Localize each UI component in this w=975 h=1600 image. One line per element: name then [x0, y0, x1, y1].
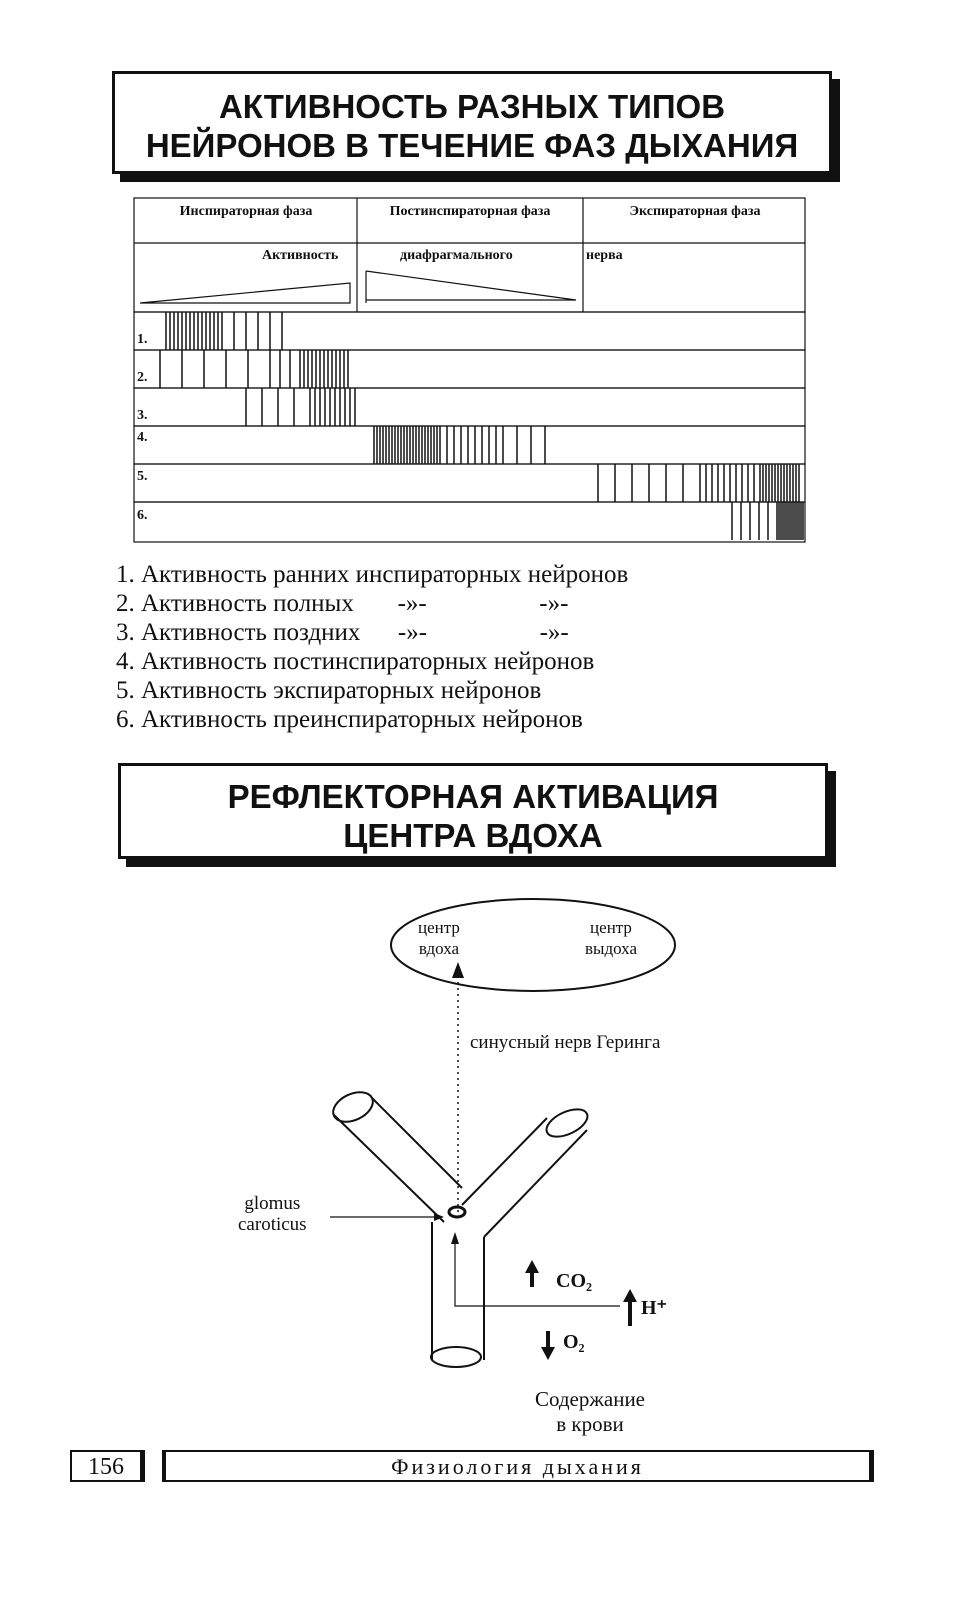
legend-item-2: 2. Активность полных -»- -»- — [116, 590, 569, 617]
right-branch-end — [542, 1104, 591, 1143]
title-line-1: АКТИВНОСТЬ РАЗНЫХ ТИПОВ — [218, 88, 726, 125]
row-label-3: 3. — [137, 408, 148, 423]
blood-line-2: в крови — [556, 1412, 624, 1436]
row-label-4: 4. — [137, 430, 148, 445]
legend-item-1: 1. Активность ранних инспираторных нейронов — [116, 561, 629, 588]
glomus-line-2: caroticus — [238, 1214, 307, 1235]
title-line-2: НЕЙРОНОВ В ТЕЧЕНИЕ ФАЗ ДЫХАНИЯ — [145, 126, 799, 164]
phase-header-postinspiratory: Постинспираторная фаза — [389, 204, 551, 219]
row-label-1: 1. — [137, 332, 148, 347]
o2-label: O₂ — [563, 1331, 585, 1353]
legend-item-6: 6. Активность преинспираторных нейронов — [116, 706, 583, 733]
legend-item-5: 5. Активность экспираторных нейронов — [116, 677, 542, 704]
phase-header-expiratory: Экспираторная фаза — [629, 204, 761, 219]
title2-line-1: РЕФЛЕКТОРНАЯ АКТИВАЦИЯ — [227, 778, 719, 815]
center-inhale-line-2: вдоха — [418, 939, 460, 958]
nerve-arrow-icon — [452, 962, 464, 978]
phase-header-inspiratory: Инспираторная фаза — [179, 204, 313, 219]
trunk-end — [431, 1347, 481, 1367]
title2-line-2: ЦЕНТРА ВДОХА — [343, 816, 603, 854]
glomus-line-1: glomus — [244, 1193, 301, 1214]
center-exhale-label — [585, 917, 637, 959]
nerve-caption-1: Активность — [262, 248, 339, 263]
signal-arrow-icon — [451, 1232, 459, 1244]
glomus-body — [449, 1207, 465, 1217]
co2-label: CO₂ — [556, 1270, 592, 1292]
left-branch-end — [328, 1086, 377, 1127]
glomus-label — [238, 1193, 307, 1235]
legend-item-4: 4. Активность постинспираторных нейронов — [116, 648, 595, 675]
running-footer-title: Физиология дыхания — [162, 1450, 874, 1482]
row-label-5: 5. — [137, 469, 148, 484]
legend-item-3: 3. Активность поздних -»- -»- — [116, 619, 569, 646]
blood-line-1: Содержание — [534, 1387, 646, 1411]
sinus-nerve-label: синусный нерв Геринга — [470, 1032, 661, 1053]
center-exhale-line-1: центр — [590, 918, 632, 937]
nerve-caption-2: диафрагмального — [400, 248, 513, 263]
center-inhale-line-1: центр — [418, 918, 460, 937]
center-inhale-label — [418, 917, 460, 959]
h-label: H⁺ — [641, 1297, 668, 1319]
page-number: 156 — [70, 1450, 145, 1482]
nerve-caption-3: нерва — [586, 248, 623, 263]
center-exhale-line-2: выдоха — [585, 939, 637, 958]
row-label-6: 6. — [137, 508, 148, 523]
blood-content-label — [520, 1387, 660, 1437]
row-label-2: 2. — [137, 370, 148, 385]
